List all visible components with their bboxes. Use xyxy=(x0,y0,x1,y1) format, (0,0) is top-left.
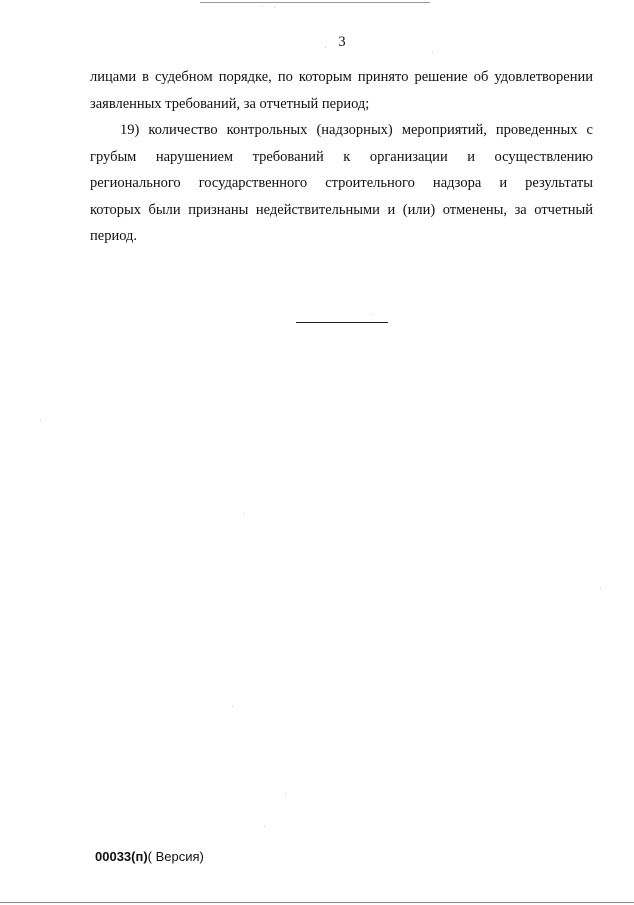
scan-speck xyxy=(285,793,286,794)
body-line-2: заявленных требований, за отчетный период; xyxy=(90,95,370,112)
document-footer-code xyxy=(95,849,204,864)
scan-speck xyxy=(262,6,263,7)
scan-bottom-edge xyxy=(0,902,634,903)
scan-speck xyxy=(274,7,275,8)
body-line-7: период. xyxy=(90,228,138,244)
body-text xyxy=(90,64,593,250)
scan-top-edge xyxy=(200,2,430,3)
body-line-3-item-19: 19) количество контрольных (надзорных) мероприятий, проведенных с xyxy=(120,122,593,138)
body-line-5: регионального государственного строительного надзора и результаты xyxy=(90,175,593,191)
body-line-4: грубым нарушением требований к организации и осуществлению xyxy=(90,148,593,165)
body-line-6: которых были признаны недействительными и (или) отменены, за отчетный xyxy=(90,201,593,218)
scan-speck xyxy=(600,588,601,589)
scan-speck xyxy=(40,420,41,421)
footer-code-bold: 00033(п) xyxy=(95,849,148,864)
end-separator-line xyxy=(296,322,388,323)
scan-speck xyxy=(264,826,265,827)
scan-speck xyxy=(325,47,326,48)
body-line-1: лицами в судебном порядке, по которым принято решение об удовлетворении xyxy=(90,69,593,85)
page-number: 3 xyxy=(338,34,346,50)
footer-code-version: ( Версия) xyxy=(147,849,204,864)
scan-speck xyxy=(432,52,433,53)
scan-speck xyxy=(371,314,372,315)
scan-speck xyxy=(232,706,233,707)
scan-speck xyxy=(243,513,244,514)
